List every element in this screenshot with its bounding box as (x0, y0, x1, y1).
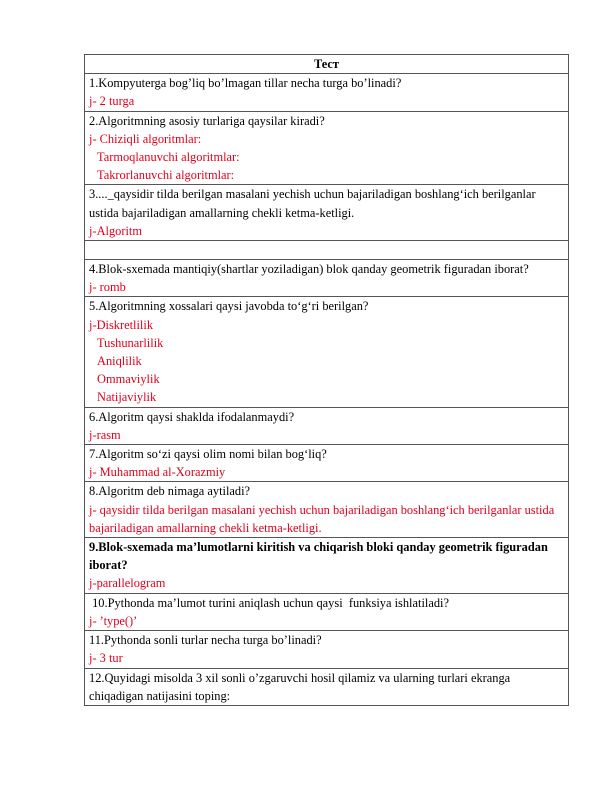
question-cell (85, 482, 569, 538)
question-cell (85, 593, 569, 630)
table-row (85, 260, 569, 297)
question-cell (85, 538, 569, 594)
table-row (85, 74, 569, 111)
table-row (85, 593, 569, 630)
quiz-table (84, 54, 569, 706)
table-row (85, 445, 569, 482)
question-text: 7.Algoritm so‘zi qaysi olim nomi bilan bog‘liq? (89, 447, 327, 462)
empty-row (85, 241, 569, 260)
answer-text: j-rasm (89, 427, 121, 442)
table-row (85, 111, 569, 185)
question-text: 12.Quyidagi misolda 3 xil sonli o’zgaruvchi hosil qilamiz va ularning turlari ekranga chiqadigan natijasini toping: (89, 670, 511, 703)
table-header-row (85, 55, 569, 74)
question-cell (85, 631, 569, 668)
table-row (85, 631, 569, 668)
answer-text: j-Algoritm (89, 223, 142, 238)
answer-text: j- 3 tur (89, 651, 123, 666)
answer-text: j-parallelogram (89, 576, 166, 591)
table-title: Тест (85, 55, 569, 74)
answer-text: j- romb (89, 280, 126, 295)
question-cell (85, 260, 569, 297)
answer-text: j-Diskretlilik (89, 317, 154, 332)
answer-text: Ommaviylik (97, 372, 160, 387)
question-cell (85, 74, 569, 111)
table-row (85, 668, 569, 705)
question-text: 10.Pythonda ma’lumot turini aniqlash uchun qaysi funksiya ishlatiladi? (89, 595, 449, 610)
answer-text: j- 2 turga (89, 94, 135, 109)
question-text: 1.Kompyuterga bog’liq bo’lmagan tillar necha turga bo’linadi? (89, 76, 402, 91)
question-text: 8.Algoritm deb nimaga aytiladi? (89, 484, 251, 499)
answer-text: j- ’type()’ (89, 613, 138, 628)
question-text: 4.Blok-sxemada mantiqiy(shartlar yoziladigan) blok qanday geometrik figuradan iborat? (89, 262, 529, 277)
table-row (85, 407, 569, 444)
table-row (85, 538, 569, 594)
answer-text: Aniqlilik (97, 354, 142, 369)
answer-text: Tushunarlilik (97, 335, 164, 350)
answer-text: j- Muhammad al-Xorazmiy (89, 465, 226, 480)
table-row (85, 482, 569, 538)
answer-text: Takrorlanuvchi algoritmlar: (97, 168, 235, 183)
question-text: 11.Pythonda sonli turlar necha turga bo’linadi? (89, 633, 322, 648)
question-cell (85, 445, 569, 482)
empty-cell (85, 241, 569, 260)
question-text: 5.Algoritmning xossalari qaysi javobda to‘g‘ri berilgan? (89, 299, 369, 314)
answer-text: j- qaysidir tilda berilgan masalani yechish uchun bajariladigan boshlang‘ich berilganlar ustida bajariladigan amallarning chekli ketma-ketligi. (89, 502, 555, 535)
question-cell (85, 407, 569, 444)
question-cell (85, 297, 569, 407)
table-row (85, 185, 569, 241)
question-text: 3...._qaysidir tilda berilgan masalani yechish uchun bajariladigan boshlang‘ich berilganlar ustida bajariladigan amallarning chekli ketma-ketligi. (89, 187, 536, 220)
question-cell (85, 668, 569, 705)
question-text: 9.Blok-sxemada ma’lumotlarni kiritish va chiqarish bloki qanday geometrik figuradan iborat? (89, 540, 548, 573)
table-row (85, 297, 569, 407)
answer-text: j- Chiziqli algoritmlar: (89, 131, 202, 146)
question-cell (85, 111, 569, 185)
question-text: 6.Algoritm qaysi shaklda ifodalanmaydi? (89, 409, 295, 424)
question-cell (85, 185, 569, 241)
answer-text: Natijaviylik (97, 390, 157, 405)
answer-text: Tarmoqlanuvchi algoritmlar: (97, 150, 240, 165)
question-text: 2.Algoritmning asosiy turlariga qaysilar kiradi? (89, 113, 325, 128)
